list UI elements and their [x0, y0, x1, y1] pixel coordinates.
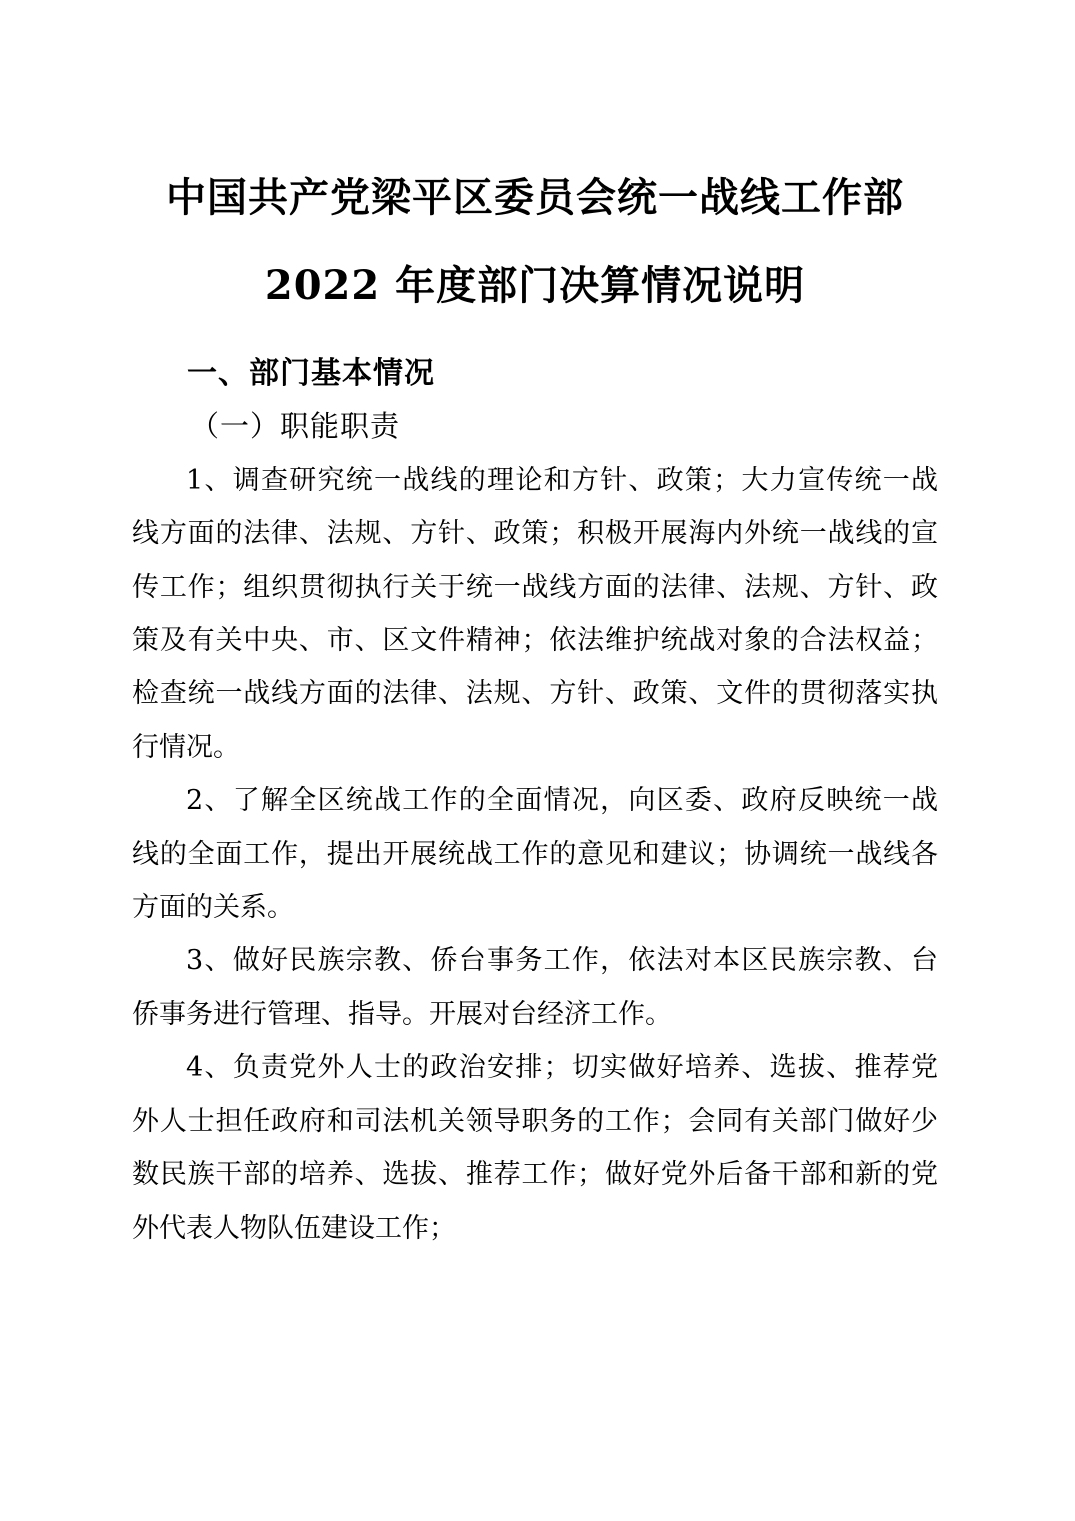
subsection-heading: （一）职能职责: [190, 409, 401, 444]
paragraph-3-line-1: 3、做好民族宗教、侨台事务工作，依法对本区民族宗教、台: [186, 945, 938, 977]
document-title: [132, 176, 938, 308]
document-title-line-2: 2022 年度部门决算情况说明: [264, 262, 806, 309]
paragraph-1-line-5: 检查统一战线方面的法律、法规、方针、政策、文件的贯彻落实执: [132, 678, 938, 710]
paragraph-1: [132, 454, 938, 774]
paragraph-3-line-2: 侨事务进行管理、指导。开展对台经济工作。: [132, 998, 672, 1030]
document-title-line-1: 中国共产党梁平区委员会统一战线工作部: [166, 174, 904, 221]
paragraph-4-line-1: 4、负责党外人士的政治安排；切实做好培养、选拔、推荐党: [186, 1052, 938, 1084]
section-heading: 一、部门基本情况: [187, 356, 435, 391]
document-body: [132, 454, 938, 1255]
paragraph-2-line-3: 方面的关系。: [132, 892, 294, 924]
paragraph-4-line-4: 外代表人物队伍建设工作；: [132, 1212, 456, 1244]
paragraph-4-line-2: 外人士担任政府和司法机关领导职务的工作；会同有关部门做好少: [132, 1105, 938, 1137]
paragraph-4-line-3: 数民族干部的培养、选拔、推荐工作；做好党外后备干部和新的党: [132, 1159, 938, 1191]
paragraph-2-line-1: 2、了解全区统战工作的全面情况，向区委、政府反映统一战: [186, 785, 938, 817]
paragraph-1-line-1: 1、调查研究统一战线的理论和方针、政策；大力宣传统一战: [186, 464, 938, 496]
paragraph-2-line-2: 线的全面工作，提出开展统战工作的意见和建议；协调统一战线各: [132, 838, 938, 870]
paragraph-2: [132, 774, 938, 934]
paragraph-1-line-3: 传工作；组织贯彻执行关于统一战线方面的法律、法规、方针、政: [132, 571, 938, 603]
paragraph-1-line-4: 策及有关中央、市、区文件精神；依法维护统战对象的合法权益；: [132, 625, 938, 657]
paragraph-3: [132, 934, 938, 1041]
paragraph-4: [132, 1041, 938, 1255]
paragraph-1-line-6: 行情况。: [132, 731, 240, 763]
paragraph-1-line-2: 线方面的法律、法规、方针、政策；积极开展海内外统一战线的宣: [132, 518, 938, 550]
